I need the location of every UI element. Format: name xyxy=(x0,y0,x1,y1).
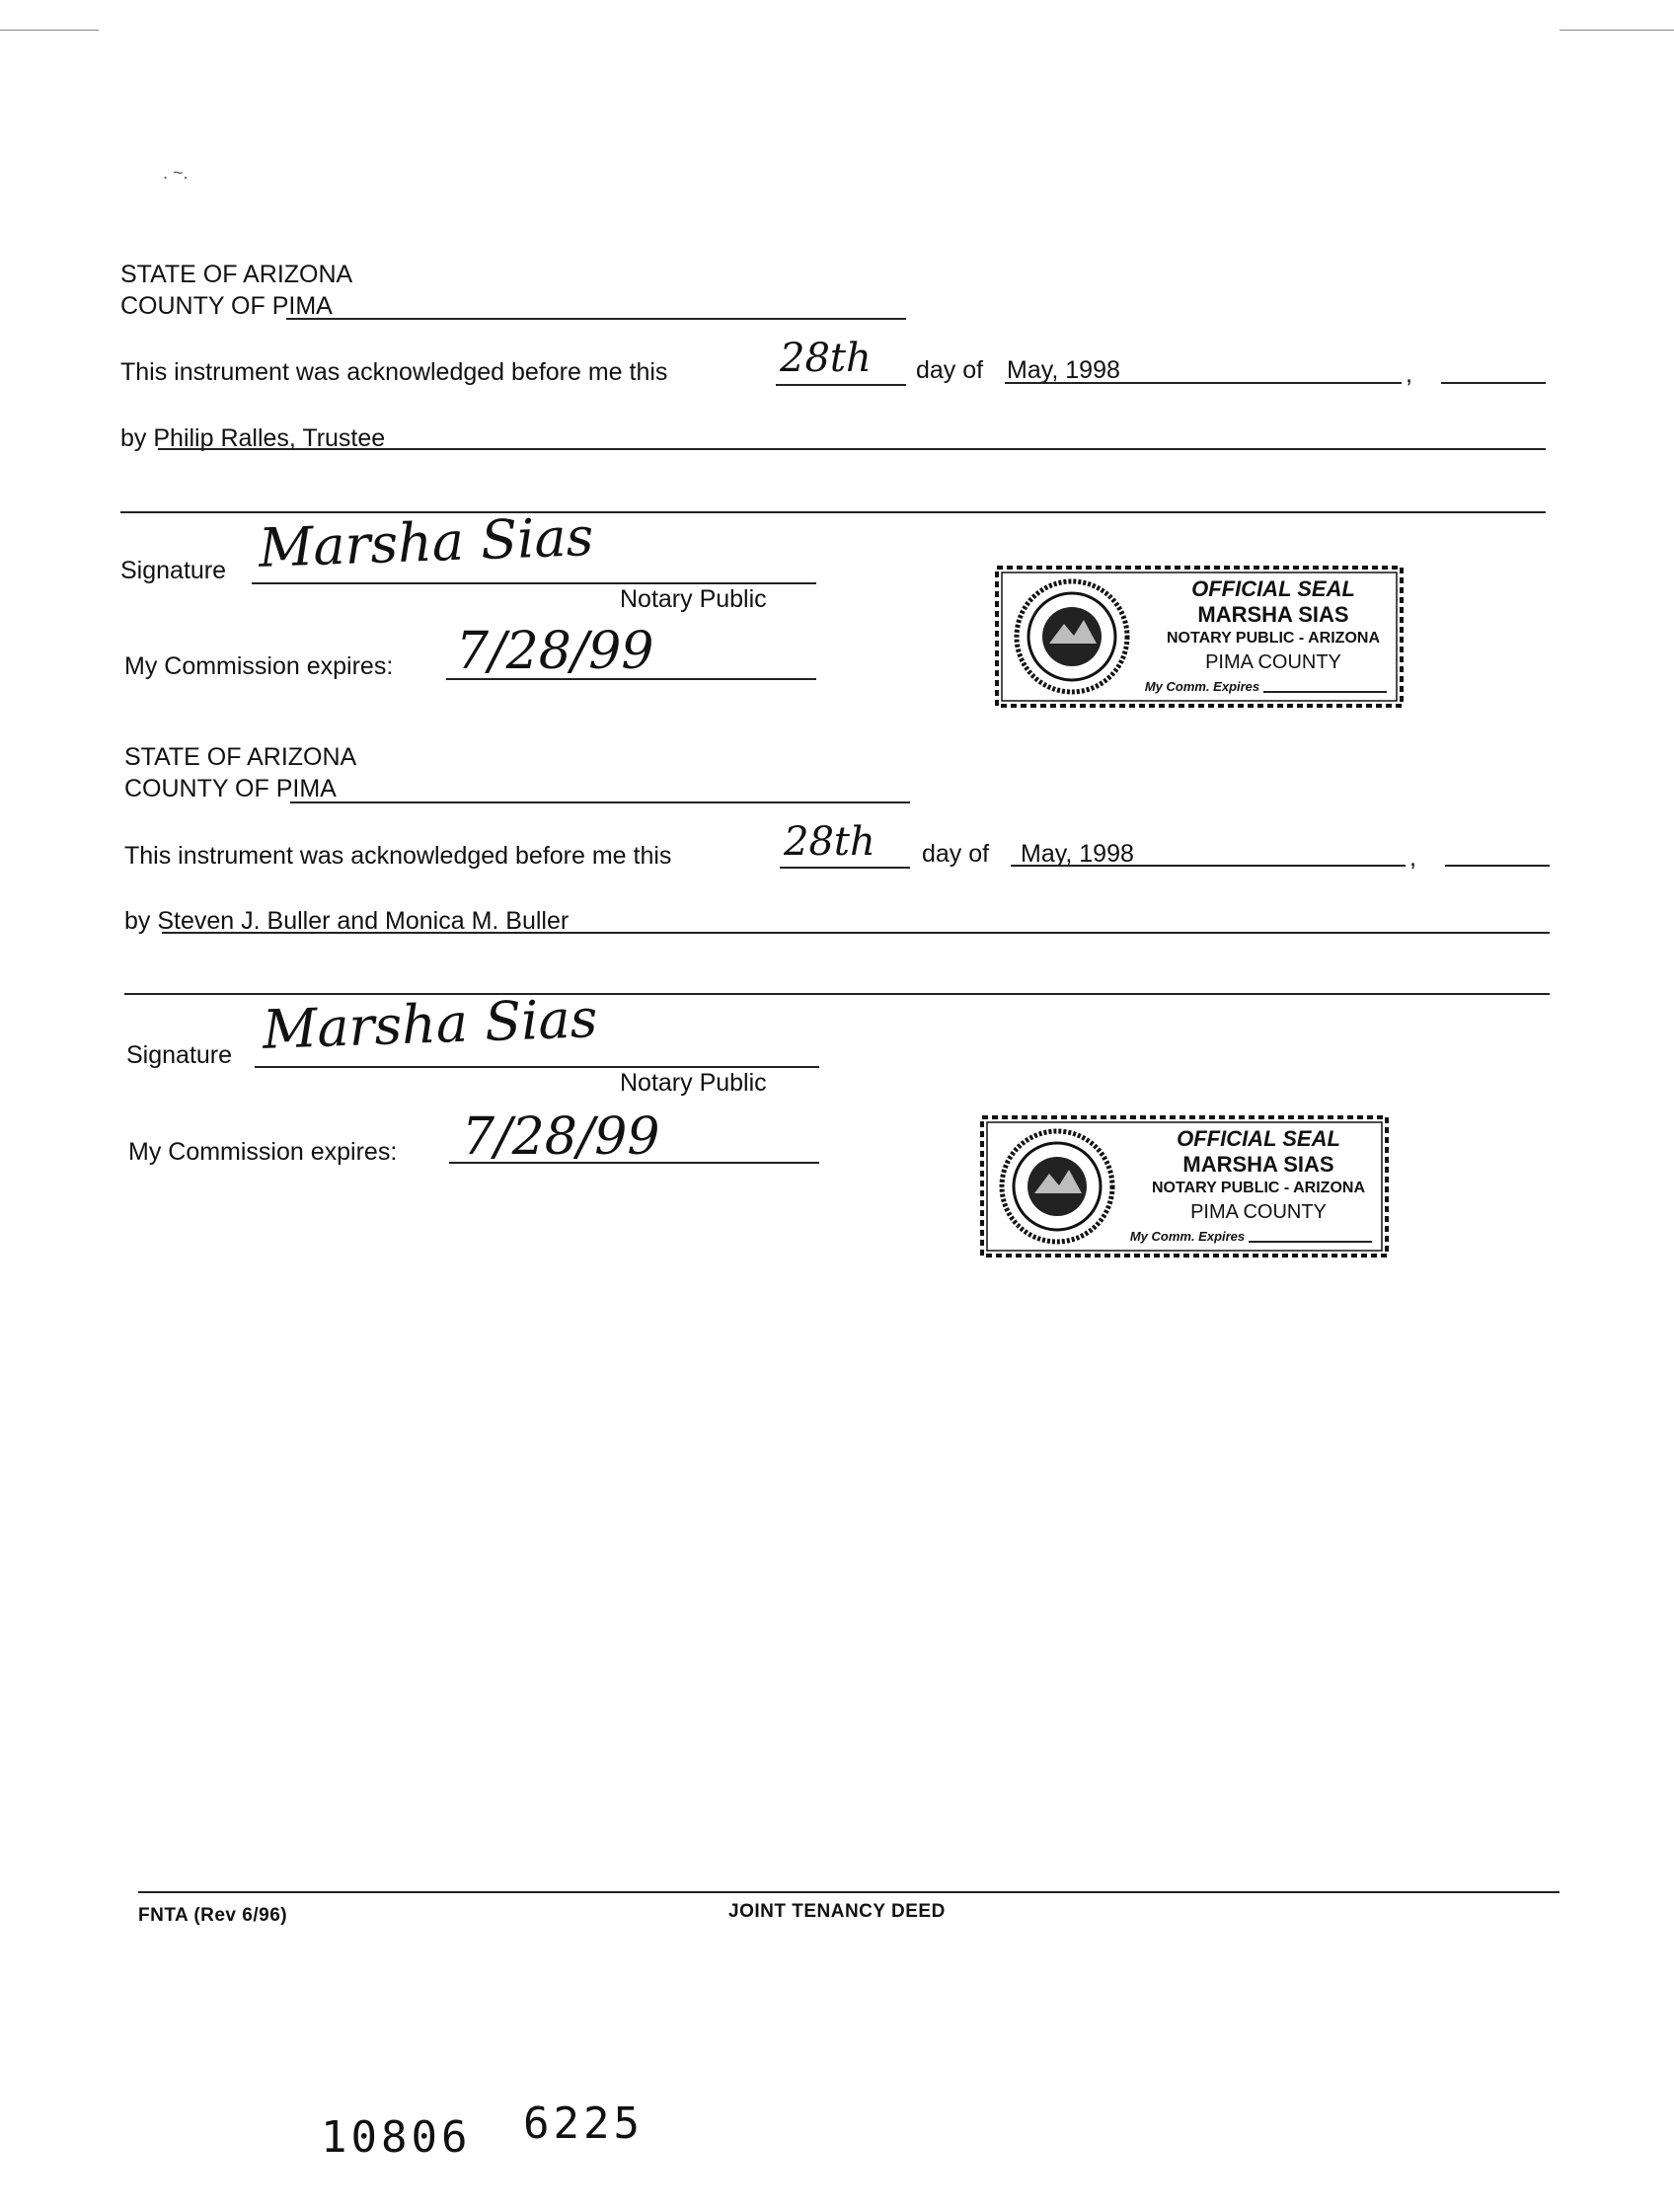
commission-label: My Commission expires: xyxy=(124,652,394,680)
commission-handwritten: 7/28/99 xyxy=(456,622,654,681)
seal-title: OFFICIAL SEAL xyxy=(1191,576,1355,601)
footer-rule xyxy=(138,1891,1560,1893)
date-comma: , xyxy=(1406,360,1412,388)
notary-public-caption: Notary Public xyxy=(620,1069,767,1097)
acknowledgment-text: This instrument was acknowledged before me this xyxy=(120,358,668,386)
signature-label: Signature xyxy=(120,557,227,584)
day-of-label: day of xyxy=(922,840,990,868)
seal-expires-line xyxy=(1263,691,1387,693)
commission-underline xyxy=(446,678,816,680)
recording-number-first: 10806 xyxy=(321,2112,472,2163)
county-underline xyxy=(286,318,906,320)
day-underline xyxy=(780,867,910,869)
date-value: May, 1998 xyxy=(1021,840,1134,868)
seal-line: NOTARY PUBLIC - ARIZONA xyxy=(1167,630,1380,647)
seal-name: MARSHA SIAS xyxy=(1182,1152,1334,1177)
signature-label: Signature xyxy=(126,1041,233,1069)
document-title: JOINT TENANCY DEED xyxy=(728,1901,946,1922)
commission-handwritten: 7/28/99 xyxy=(462,1107,660,1167)
seal-county: PIMA COUNTY xyxy=(1205,651,1341,673)
seal-expires: My Comm. Expires xyxy=(1129,1229,1246,1244)
by-label: by xyxy=(120,424,147,452)
county-value: PIMA xyxy=(271,292,333,320)
top-edge-rule-left xyxy=(0,30,99,31)
day-handwritten: 28th xyxy=(784,819,875,865)
county-line xyxy=(120,291,333,321)
date-comma: , xyxy=(1409,844,1416,872)
official-seal xyxy=(992,563,1407,711)
form-id: FNTA (Rev 6/96) xyxy=(138,1905,288,1926)
state-heading: STATE OF ARIZONA xyxy=(124,743,357,771)
blank-line xyxy=(120,511,1546,513)
notary-signature: Marsha Sias xyxy=(261,987,599,1061)
county-label: COUNTY OF xyxy=(120,292,266,320)
top-edge-rule-right xyxy=(1560,30,1674,31)
date-underline xyxy=(1011,865,1406,867)
seal-expires-line xyxy=(1249,1241,1372,1243)
arizona-state-seal-icon xyxy=(995,1124,1119,1249)
official-seal xyxy=(977,1112,1392,1260)
seal-county: PIMA COUNTY xyxy=(1190,1201,1327,1223)
date-underline xyxy=(1005,382,1402,384)
by-underline xyxy=(158,448,1546,450)
recording-number-second: 6225 xyxy=(523,2098,644,2149)
seal-expires: My Comm. Expires xyxy=(1144,679,1260,694)
acknowledgment-text: This instrument was acknowledged before me this xyxy=(124,842,672,870)
county-label: COUNTY OF xyxy=(124,775,269,802)
seal-line: NOTARY PUBLIC - ARIZONA xyxy=(1152,1180,1365,1196)
by-label: by xyxy=(124,907,151,935)
notary-signature: Marsha Sias xyxy=(257,505,595,579)
by-underline xyxy=(162,932,1550,934)
county-line xyxy=(124,774,337,803)
stray-marks: . ~. xyxy=(163,163,189,183)
day-of-label: day of xyxy=(916,356,984,384)
county-underline xyxy=(290,801,910,803)
seal-name: MARSHA SIAS xyxy=(1197,602,1349,627)
date-value: May, 1998 xyxy=(1007,356,1120,384)
year-extra-underline xyxy=(1441,382,1546,384)
commission-underline xyxy=(449,1162,819,1164)
blank-line xyxy=(124,993,1550,995)
day-handwritten: 28th xyxy=(780,336,872,381)
state-heading: STATE OF ARIZONA xyxy=(120,261,353,288)
county-value: PIMA xyxy=(275,775,337,802)
by-names: Steven J. Buller and Monica M. Buller xyxy=(157,907,570,935)
commission-label: My Commission expires: xyxy=(128,1138,398,1166)
by-names: Philip Ralles, Trustee xyxy=(153,424,386,452)
arizona-state-seal-icon xyxy=(1010,574,1134,699)
day-underline xyxy=(776,384,906,386)
notary-public-caption: Notary Public xyxy=(620,585,767,613)
year-extra-underline xyxy=(1445,865,1550,867)
seal-title: OFFICIAL SEAL xyxy=(1177,1126,1340,1151)
